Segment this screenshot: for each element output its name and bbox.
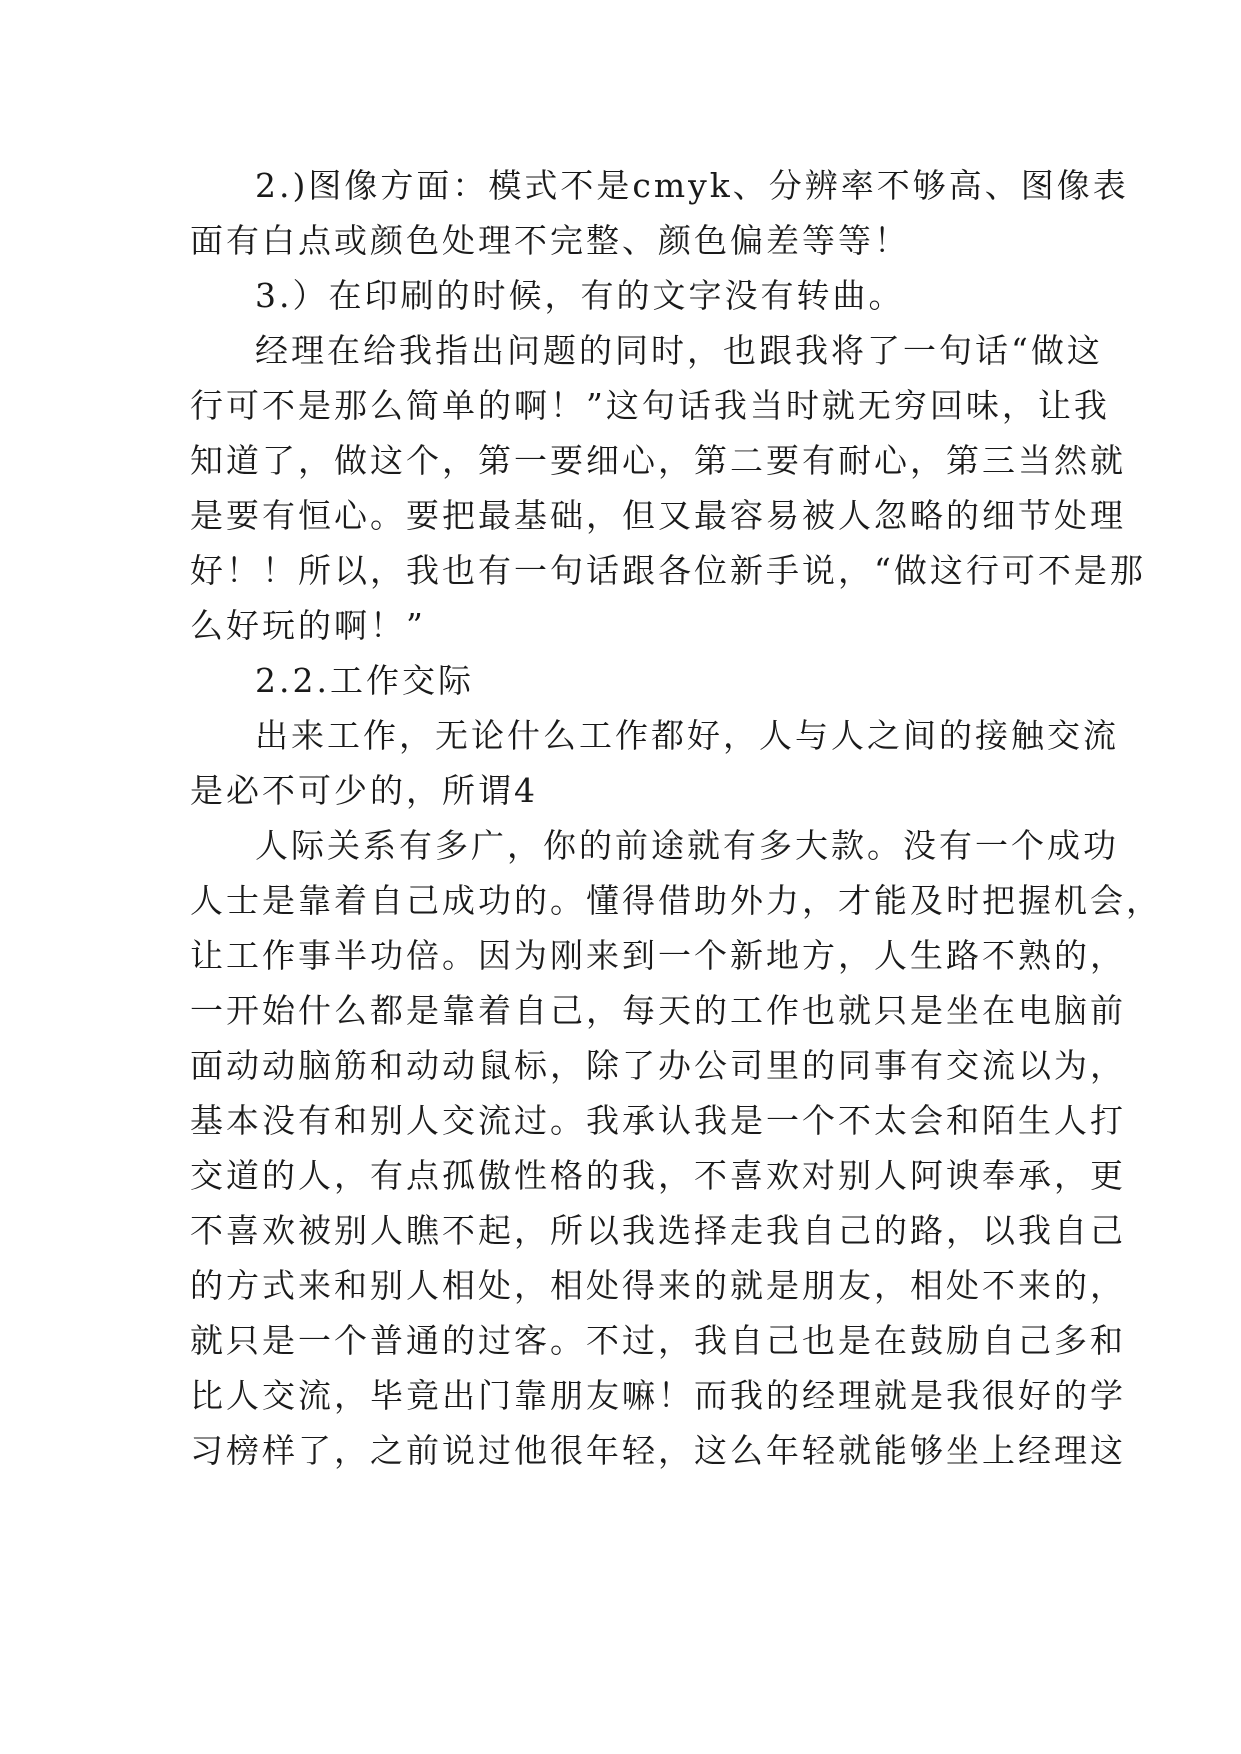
text-line: 经理在给我指出问题的同时，也跟我将了一句话“做这	[255, 331, 1103, 370]
text-line: 面动动脑筋和动动鼠标，除了办公司里的同事有交流以为，	[190, 1046, 1126, 1085]
text-line: 人士是靠着自己成功的。懂得借助外力，才能及时把握机会，	[190, 881, 1162, 920]
text-line: 人际关系有多广，你的前途就有多大款。没有一个成功	[255, 826, 1119, 865]
text-line: 就只是一个普通的过客。不过，我自己也是在鼓励自己多和	[190, 1321, 1126, 1360]
text-line: 面有白点或颜色处理不完整、颜色偏差等等！	[190, 221, 910, 260]
text-line: 习榜样了，之前说过他很年轻，这么年轻就能够坐上经理这	[190, 1431, 1126, 1470]
text-line: 比人交流，毕竟出门靠朋友嘛！而我的经理就是我很好的学	[190, 1376, 1126, 1415]
text-line: 好！！所以，我也有一句话跟各位新手说，“做这行可不是那	[190, 551, 1146, 590]
text-line: 交道的人，有点孤傲性格的我，不喜欢对别人阿谀奉承，更	[190, 1156, 1126, 1195]
text-line: 出来工作，无论什么工作都好，人与人之间的接触交流	[255, 716, 1119, 755]
text-line: 的方式来和别人相处，相处得来的就是朋友，相处不来的，	[190, 1266, 1126, 1305]
text-line: 2.)图像方面：模式不是cmyk、分辨率不够高、图像表	[255, 166, 1129, 205]
text-line: 不喜欢被别人瞧不起，所以我选择走我自己的路，以我自己	[190, 1211, 1126, 1250]
text-line: 3.）在印刷的时候，有的文字没有转曲。	[255, 276, 905, 315]
text-line: 么好玩的啊！”	[190, 606, 426, 645]
text-line: 是要有恒心。要把最基础，但又最容易被人忽略的细节处理	[190, 496, 1126, 535]
text-line: 基本没有和别人交流过。我承认我是一个不太会和陌生人打	[190, 1101, 1126, 1140]
text-line: 知道了，做这个，第一要细心，第二要有耐心，第三当然就	[190, 441, 1126, 480]
text-line: 让工作事半功倍。因为刚来到一个新地方，人生路不熟的，	[190, 936, 1126, 975]
text-line: 一开始什么都是靠着自己，每天的工作也就只是坐在电脑前	[190, 991, 1126, 1030]
text-line: 行可不是那么简单的啊！”这句话我当时就无穷回味，让我	[190, 386, 1110, 425]
text-line: 是必不可少的，所谓4	[190, 771, 538, 810]
section-heading: 2.2.工作交际	[255, 661, 474, 700]
